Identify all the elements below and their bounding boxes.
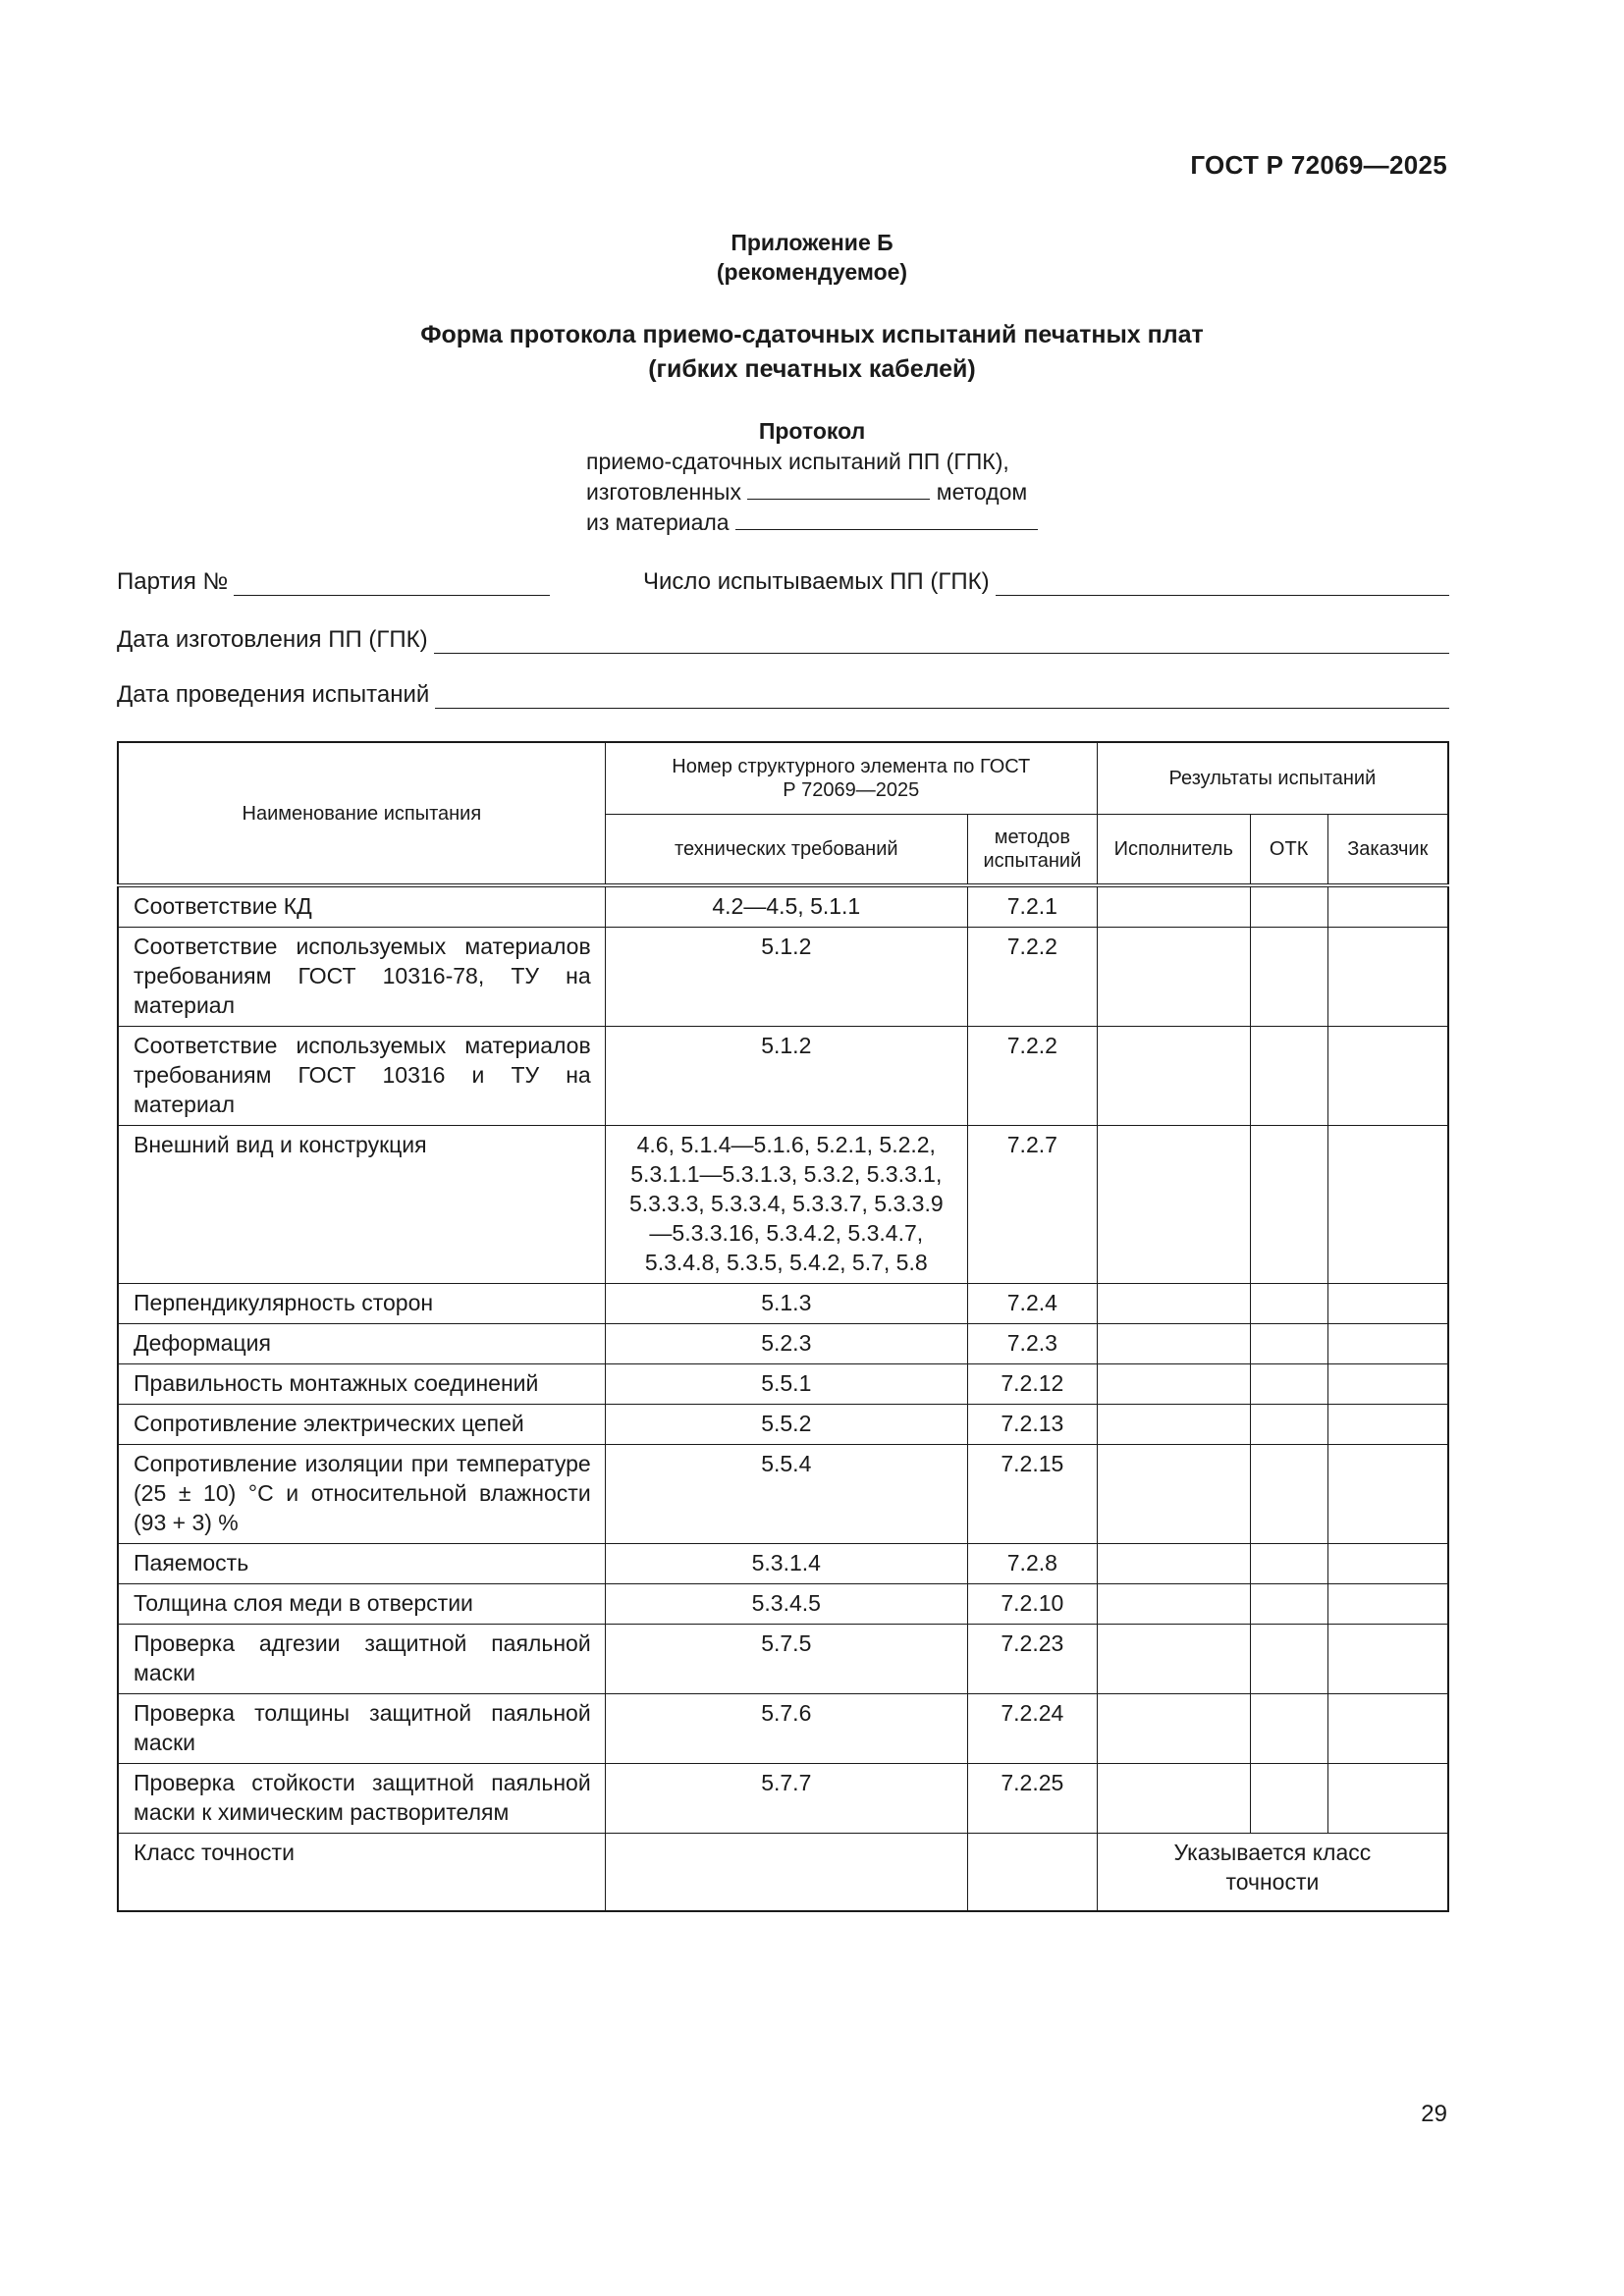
table-row xyxy=(118,1364,1448,1405)
customer-cell[interactable] xyxy=(1327,928,1448,1027)
row-requirements: 5.1.2 xyxy=(605,1027,967,1126)
qc-cell[interactable] xyxy=(1250,928,1327,1027)
table-row xyxy=(118,1764,1448,1834)
row-test-name: Перпендикулярность сторон xyxy=(118,1284,605,1324)
standard-code: ГОСТ Р 72069—2025 xyxy=(1190,150,1447,180)
count-field xyxy=(643,568,1449,596)
row-test-name: Сопротивление электрических цепей xyxy=(118,1405,605,1445)
customer-cell[interactable] xyxy=(1327,1126,1448,1284)
qc-cell[interactable] xyxy=(1250,1764,1327,1834)
qc-cell[interactable] xyxy=(1250,1126,1327,1284)
performer-cell[interactable] xyxy=(1097,1584,1250,1625)
row-requirements: 5.1.3 xyxy=(605,1284,967,1324)
protocol-material-label: из материала xyxy=(586,509,730,535)
performer-cell[interactable] xyxy=(1097,1544,1250,1584)
table-row xyxy=(118,1405,1448,1445)
performer-cell[interactable] xyxy=(1097,1027,1250,1126)
form-title xyxy=(0,318,1624,387)
test-date-blank[interactable] xyxy=(435,686,1449,709)
header-test-name: Наименование испытания xyxy=(118,742,605,885)
header-test-methods: методов испытаний xyxy=(967,815,1097,886)
page-number: 29 xyxy=(1421,2101,1447,2127)
row-requirements: 5.1.2 xyxy=(605,928,967,1027)
row-requirements: 5.7.6 xyxy=(605,1694,967,1764)
row-requirements: 5.3.4.5 xyxy=(605,1584,967,1625)
batch-count-row xyxy=(117,562,1449,596)
header-structural-element: Номер структурного элемента по ГОСТ Р 72069—2025 xyxy=(605,742,1097,815)
performer-cell[interactable] xyxy=(1097,1405,1250,1445)
protocol-line3 xyxy=(586,507,1038,538)
table-row xyxy=(118,928,1448,1027)
performer-cell[interactable] xyxy=(1097,1324,1250,1364)
row-method: 7.2.4 xyxy=(967,1284,1097,1324)
count-label: Число испытываемых ПП (ГПК) xyxy=(643,568,990,595)
table-row xyxy=(118,1584,1448,1625)
qc-cell[interactable] xyxy=(1250,1694,1327,1764)
row-method: 7.2.24 xyxy=(967,1694,1097,1764)
row-method: 7.2.2 xyxy=(967,1027,1097,1126)
row-test-name: Толщина слоя меди в отверстии xyxy=(118,1584,605,1625)
row-method: 7.2.1 xyxy=(967,885,1097,928)
row-method: 7.2.15 xyxy=(967,1445,1097,1544)
performer-cell[interactable] xyxy=(1097,1445,1250,1544)
qc-cell[interactable] xyxy=(1250,1445,1327,1544)
row-requirements: 5.7.5 xyxy=(605,1625,967,1694)
performer-cell[interactable] xyxy=(1097,1694,1250,1764)
header-customer: Заказчик xyxy=(1327,815,1448,886)
protocol-made-label: изготовленных xyxy=(586,479,741,505)
customer-cell[interactable] xyxy=(1327,1584,1448,1625)
customer-cell[interactable] xyxy=(1327,1764,1448,1834)
customer-cell[interactable] xyxy=(1327,885,1448,928)
table-row xyxy=(118,1625,1448,1694)
row-requirements: 5.5.1 xyxy=(605,1364,967,1405)
qc-cell[interactable] xyxy=(1250,885,1327,928)
row-test-name: Проверка толщины защитной паяльной маски xyxy=(118,1694,605,1764)
form-title-line2: (гибких печатных кабелей) xyxy=(648,355,976,383)
table-row xyxy=(118,1284,1448,1324)
row-test-name: Проверка стойкости защитной паяльной маски к химическим растворителям xyxy=(118,1764,605,1834)
performer-cell[interactable] xyxy=(1097,1284,1250,1324)
protocol-lines xyxy=(586,447,1038,538)
customer-cell[interactable] xyxy=(1327,1694,1448,1764)
performer-cell[interactable] xyxy=(1097,1625,1250,1694)
customer-cell[interactable] xyxy=(1327,1625,1448,1694)
appendix-heading xyxy=(0,228,1624,287)
customer-cell[interactable] xyxy=(1327,1027,1448,1126)
qc-cell[interactable] xyxy=(1250,1284,1327,1324)
qc-cell[interactable] xyxy=(1250,1584,1327,1625)
row-test-name: Правильность монтажных соединений xyxy=(118,1364,605,1405)
form-title-line1: Форма протокола приемо-сдаточных испытаний печатных плат xyxy=(420,321,1204,348)
batch-label: Партия № xyxy=(117,568,229,595)
accuracy-method-cell xyxy=(967,1834,1097,1912)
qc-cell[interactable] xyxy=(1250,1544,1327,1584)
row-test-name: Деформация xyxy=(118,1324,605,1364)
qc-cell[interactable] xyxy=(1250,1625,1327,1694)
row-method: 7.2.10 xyxy=(967,1584,1097,1625)
count-blank[interactable] xyxy=(996,573,1449,596)
header-tech-requirements: технических требований xyxy=(605,815,967,886)
table-row xyxy=(118,1694,1448,1764)
method-blank[interactable] xyxy=(747,477,930,500)
customer-cell[interactable] xyxy=(1327,1544,1448,1584)
row-test-name: Соответствие используемых материалов требованиям ГОСТ 10316 и ТУ на материал xyxy=(118,1027,605,1126)
row-requirements: 5.5.2 xyxy=(605,1405,967,1445)
protocol-line1: приемо-сдаточных испытаний ПП (ГПК), xyxy=(586,449,1009,474)
performer-cell[interactable] xyxy=(1097,1364,1250,1405)
performer-cell[interactable] xyxy=(1097,1764,1250,1834)
accuracy-requirements-cell xyxy=(605,1834,967,1912)
performer-cell[interactable] xyxy=(1097,885,1250,928)
table-row xyxy=(118,885,1448,928)
customer-cell[interactable] xyxy=(1327,1284,1448,1324)
row-method: 7.2.23 xyxy=(967,1625,1097,1694)
customer-cell[interactable] xyxy=(1327,1405,1448,1445)
row-test-name: Внешний вид и конструкция xyxy=(118,1126,605,1284)
appendix-title: Приложение Б xyxy=(731,230,893,255)
row-test-name: Соответствие используемых материалов требованиям ГОСТ 10316-78, ТУ на материал xyxy=(118,928,605,1027)
row-method: 7.2.12 xyxy=(967,1364,1097,1405)
row-method: 7.2.7 xyxy=(967,1126,1097,1284)
customer-cell[interactable] xyxy=(1327,1364,1448,1405)
row-requirements: 5.2.3 xyxy=(605,1324,967,1364)
performer-cell[interactable] xyxy=(1097,1126,1250,1284)
accuracy-class-label: Класс точности xyxy=(118,1834,605,1912)
row-test-name: Соответствие КД xyxy=(118,885,605,928)
row-requirements: 4.6, 5.1.4—5.1.6, 5.2.1, 5.2.2, 5.3.1.1—5.3.1.3, 5.3.2, 5.3.3.1, 5.3.3.3, 5.3.3.4, 5.3.3.7, 5.3.3.9—5.3.3.16, 5.3.4.2, 5.3.4.7, 5.3.4.8, 5.3.5, 5.4.2, 5.7, 5.8 xyxy=(605,1126,967,1284)
manufacture-date-label: Дата изготовления ПП (ГПК) xyxy=(117,626,428,653)
row-method: 7.2.25 xyxy=(967,1764,1097,1834)
protocol-table xyxy=(117,741,1449,1912)
header-results: Результаты испытаний xyxy=(1097,742,1448,815)
row-test-name: Паяемость xyxy=(118,1544,605,1584)
qc-cell[interactable] xyxy=(1250,1364,1327,1405)
material-blank[interactable] xyxy=(735,507,1038,530)
row-method: 7.2.8 xyxy=(967,1544,1097,1584)
protocol-method-label: методом xyxy=(936,479,1028,505)
test-date-label: Дата проведения испытаний xyxy=(117,681,430,708)
row-requirements: 4.2—4.5, 5.1.1 xyxy=(605,885,967,928)
header-qc: ОТК xyxy=(1250,815,1327,886)
accuracy-class-note[interactable]: Указывается класс точности xyxy=(1097,1834,1448,1912)
row-test-name: Сопротивление изоляции при температуре (25 ± 10) °С и относительной влажности (93 + 3) % xyxy=(118,1445,605,1544)
row-requirements: 5.3.1.4 xyxy=(605,1544,967,1584)
header-performer: Исполнитель xyxy=(1097,815,1250,886)
qc-cell[interactable] xyxy=(1250,1027,1327,1126)
customer-cell[interactable] xyxy=(1327,1445,1448,1544)
table-row xyxy=(118,1324,1448,1364)
row-requirements: 5.7.7 xyxy=(605,1764,967,1834)
test-date-row xyxy=(117,675,1449,709)
row-method: 7.2.3 xyxy=(967,1324,1097,1364)
table-row xyxy=(118,1445,1448,1544)
table-row xyxy=(118,1544,1448,1584)
qc-cell[interactable] xyxy=(1250,1405,1327,1445)
manufacture-date-row xyxy=(117,620,1449,654)
performer-cell[interactable] xyxy=(1097,928,1250,1027)
protocol-heading xyxy=(0,416,1624,538)
table-row xyxy=(118,1126,1448,1284)
table-row xyxy=(118,1027,1448,1126)
row-method: 7.2.2 xyxy=(967,928,1097,1027)
customer-cell[interactable] xyxy=(1327,1324,1448,1364)
appendix-status: (рекомендуемое) xyxy=(716,259,908,285)
qc-cell[interactable] xyxy=(1250,1324,1327,1364)
batch-blank[interactable] xyxy=(234,573,550,596)
row-test-name: Проверка адгезии защитной паяльной маски xyxy=(118,1625,605,1694)
protocol-line2 xyxy=(586,477,1038,507)
manufacture-date-blank[interactable] xyxy=(434,631,1449,654)
batch-field xyxy=(117,568,559,596)
row-method: 7.2.13 xyxy=(967,1405,1097,1445)
accuracy-class-row xyxy=(118,1834,1448,1912)
protocol-title: Протокол xyxy=(758,418,866,444)
row-requirements: 5.5.4 xyxy=(605,1445,967,1544)
